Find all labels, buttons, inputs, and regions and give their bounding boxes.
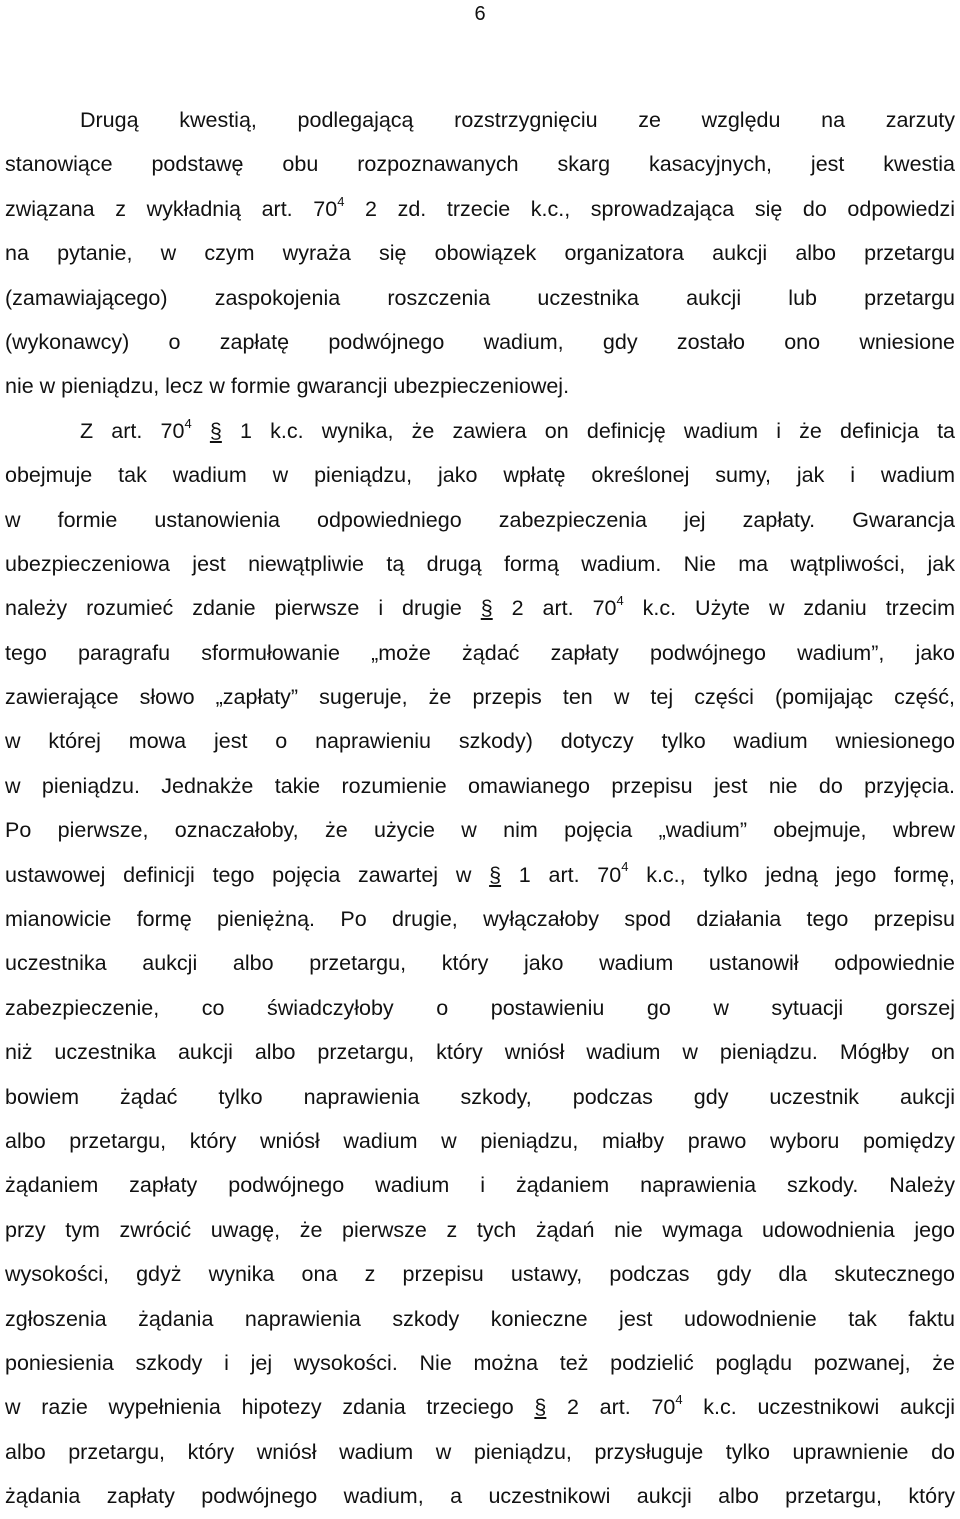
text-segment: obejmuje tak wadium w pieniądzu, jako wpłatę określonej sumy, jak i wadium <box>5 463 955 488</box>
text-segment: (zamawiającego) zaspokojenia roszczenia uczestnika aukcji lub przetargu <box>5 285 955 310</box>
text-line <box>5 586 955 630</box>
text-segment: żądania zapłaty podwójnego wadium, a uczestnikowi aukcji albo przetargu, który <box>5 1484 955 1509</box>
text-line <box>5 98 955 142</box>
text-line <box>5 808 955 852</box>
text-line <box>5 453 955 497</box>
superscript: 4 <box>675 1392 683 1408</box>
text-segment: przy tym zwrócić uwagę, że pierwsze z tych żądań nie wymaga udowodnienia jego <box>5 1217 955 1242</box>
text-segment: zgłoszenia żądania naprawienia szkody konieczne jest udowodnienie tak faktu <box>5 1306 955 1331</box>
text-segment: (wykonawcy) o zapłatę podwójnego wadium, gdy zostało ono wniesione <box>5 329 955 354</box>
text-segment: w formie ustanowienia odpowiedniego zabezpieczenia jej zapłaty. Gwarancja <box>5 507 955 532</box>
text-segment: w razie wypełnienia hipotezy zdania trzeciego <box>5 1395 535 1420</box>
text-line <box>5 986 955 1030</box>
text-segment: poniesienia szkody i jej wysokości. Nie można też podzielić poglądu pozwanej, że <box>5 1350 955 1375</box>
text-segment: k.c. uczestnikowi aukcji <box>682 1395 956 1420</box>
text-segment: Po pierwsze, oznaczałoby, że użycie w nim pojęcia „wadium” obejmuje, wbrew <box>5 818 955 843</box>
text-segment: ustawowej definicji tego pojęcia zawartej w <box>5 862 490 887</box>
page-number: 6 <box>474 3 486 25</box>
text-line <box>5 675 955 719</box>
text-segment: k.c. Użyte w zdaniu trzecim <box>623 596 955 621</box>
text-segment: uczestnika aukcji albo przetargu, który jako wadium ustanowił odpowiednie <box>5 951 955 976</box>
text-segment: żądaniem zapłaty podwójnego wadium i żądaniem naprawienia szkody. Należy <box>5 1173 955 1198</box>
text-segment: związana z wykładnią art. 70 <box>5 196 338 221</box>
text-segment: wysokości, gdyż wynika ona z przepisu ustawy, podczas gdy dla skutecznego <box>5 1262 955 1287</box>
text-line <box>5 1341 955 1385</box>
text-line <box>5 897 955 941</box>
text-segment: albo przetargu, który wniósł wadium w pieniądzu, miałby prawo wyboru pomiędzy <box>5 1128 955 1153</box>
text-line <box>5 1297 955 1341</box>
text-segment: 2 zd. trzecie k.c., sprowadzająca się do odpowiedzi <box>344 196 955 221</box>
text-segment: ubezpieczeniowa jest niewątpliwie tą drugą formą wadium. Nie ma wątpliwości, jak <box>5 551 955 576</box>
text-line <box>5 719 955 763</box>
text-segment: zabezpieczenie, co świadczyłoby o postawieniu go w sytuacji gorszej <box>5 995 955 1020</box>
text-segment: 2 art. 70 <box>546 1395 676 1420</box>
text-segment: 2 art. 70 <box>492 596 617 621</box>
text-line <box>5 1119 955 1163</box>
text-line <box>5 1075 955 1119</box>
text-segment: 1 k.c. wynika, że zawiera on definicję wadium i że definicja ta <box>221 418 956 443</box>
text-segment: niż uczestnika aukcji albo przetargu, który wniósł wadium w pieniądzu. Mógłby on <box>5 1040 955 1065</box>
text-segment: na pytanie, w czym wyraża się obowiązek organizatora aukcji albo przetargu <box>5 241 955 266</box>
superscript: 4 <box>184 415 192 431</box>
section-sign: § <box>534 1395 547 1420</box>
text-line <box>5 1252 955 1296</box>
text-segment: Z art. 70 <box>80 418 185 443</box>
text-line <box>5 320 955 364</box>
superscript: 4 <box>621 859 629 875</box>
text-line <box>5 1430 955 1474</box>
text-segment: mianowicie formę pieniężną. Po drugie, wyłączałoby spod działania tego przepisu <box>5 907 955 932</box>
text-segment: albo przetargu, który wniósł wadium w pieniądzu, przysługuje tylko uprawnienie do <box>5 1439 955 1464</box>
section-sign: § <box>489 862 502 887</box>
text-line <box>5 1163 955 1207</box>
text-line <box>5 276 955 320</box>
section-sign: § <box>480 596 493 621</box>
text-line <box>5 187 955 231</box>
text-line <box>5 1208 955 1252</box>
text-line <box>5 542 955 586</box>
text-segment: stanowiące podstawę obu rozpoznawanych skarg kasacyjnych, jest kwestia <box>5 152 955 177</box>
text-line <box>5 764 955 808</box>
superscript: 4 <box>337 193 345 209</box>
text-segment: w której mowa jest o naprawieniu szkody) dotyczy tylko wadium wniesionego <box>5 729 955 754</box>
text-segment: zawierające słowo „zapłaty” sugeruje, że przepis ten w tej części (pomijając część, <box>5 685 955 710</box>
text-segment: k.c., tylko jedną jego formę, <box>628 862 955 887</box>
text-segment: należy rozumieć zdanie pierwsze i drugie <box>5 596 481 621</box>
text-segment: nie w pieniądzu, lecz w formie gwarancji ubezpieczeniowej. <box>5 374 570 399</box>
text-segment: Drugą kwestią, podlegającą rozstrzygnięciu ze względu na zarzuty <box>80 108 955 132</box>
text-line <box>5 142 955 186</box>
text-line <box>5 631 955 675</box>
superscript: 4 <box>616 593 624 609</box>
text-line <box>5 498 955 542</box>
text-line <box>5 1385 955 1429</box>
text-segment: w pieniądzu. Jednakże takie rozumienie omawianego przepisu jest nie do przyjęcia. <box>5 773 955 798</box>
text-line <box>5 1030 955 1074</box>
text-line <box>5 941 955 985</box>
text-segment: tego paragrafu sformułowanie „może żądać zapłaty podwójnego wadium”, jako <box>5 640 955 665</box>
text-segment: 1 art. 70 <box>501 862 622 887</box>
text-segment: bowiem żądać tylko naprawienia szkody, podczas gdy uczestnik aukcji <box>5 1084 955 1109</box>
document-body <box>5 98 955 1519</box>
section-sign: § <box>209 418 222 443</box>
text-line <box>5 409 955 453</box>
text-line <box>5 231 955 275</box>
text-line <box>5 364 955 408</box>
text-line <box>5 853 955 897</box>
